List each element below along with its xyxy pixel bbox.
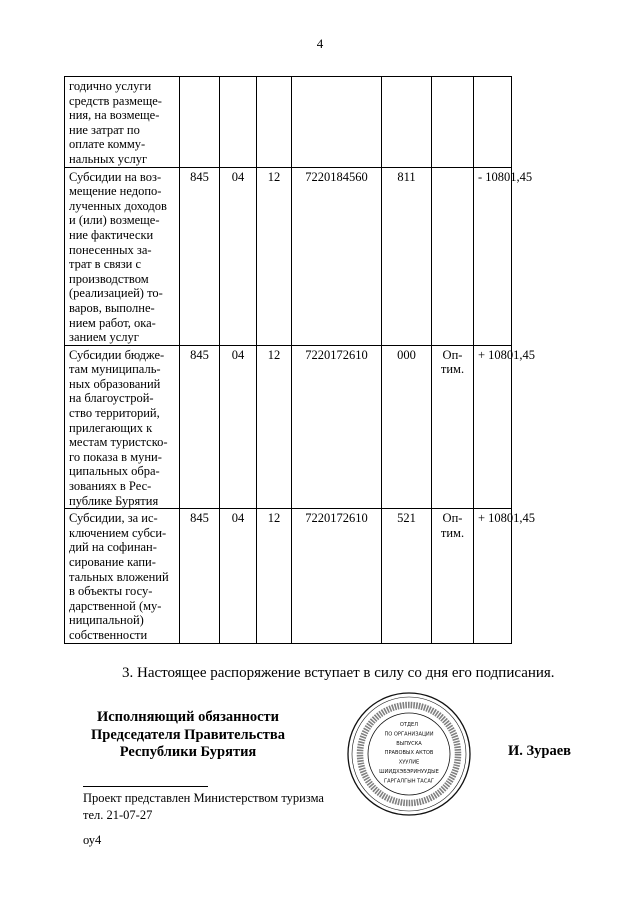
signatory-line: Председателя Правительства <box>91 726 285 743</box>
cell-ministry: 845 <box>180 167 220 345</box>
description-line: прилегающих к <box>69 420 153 435</box>
description-line: ключением субси- <box>69 525 167 540</box>
cell-subsection <box>257 77 292 168</box>
description-line: (реализацией) то- <box>69 286 163 301</box>
cell-type <box>382 77 432 168</box>
official-seal <box>345 690 473 818</box>
cell-extra: Оп- тим. <box>432 509 474 643</box>
cell-ministry: 845 <box>180 509 220 643</box>
table-row <box>65 509 595 643</box>
description-line: варов, выполне- <box>69 300 155 315</box>
cell-amount <box>474 77 512 168</box>
description-line: на благоустрой- <box>69 391 154 406</box>
description-line: ния, на возмеще- <box>69 108 160 123</box>
description-line: нием работ, ока- <box>69 315 156 330</box>
description-line: местам туристско- <box>69 435 168 450</box>
seal-text-line: ПО ОРГАНИЗАЦИИ <box>384 731 434 738</box>
description-line: ниципальной) <box>69 613 144 628</box>
cell-target: 7220172610 <box>292 509 382 643</box>
table-row <box>65 167 595 345</box>
cell-subsection: 12 <box>257 167 292 345</box>
signatory-position <box>83 709 293 762</box>
description-line: в объекты госу- <box>69 584 153 599</box>
cell-section: 04 <box>220 509 257 643</box>
cell-extra: Оп- тим. <box>432 345 474 509</box>
description-line: дий на софинан- <box>69 540 157 555</box>
cell-section: 04 <box>220 167 257 345</box>
description-line: лученных доходов <box>69 198 167 213</box>
seal-text-line: ГАРГАЛГЫН ТАСАГ <box>384 778 434 785</box>
description-line: тальных вложений <box>69 569 169 584</box>
row-description <box>65 509 180 643</box>
seal-text-line: ПРАВОВЫХ АКТОВ <box>384 750 434 757</box>
description-line: мещение недопо- <box>69 184 162 199</box>
description-line: понесенных за- <box>69 242 152 257</box>
cell-ministry: 845 <box>180 345 220 509</box>
cell-type: 000 <box>382 345 432 509</box>
description-line: производством <box>69 271 149 286</box>
description-line: нальных услуг <box>69 151 148 166</box>
row-description <box>65 167 180 345</box>
table-row <box>65 77 595 168</box>
cell-target: 7220184560 <box>292 167 382 345</box>
contact-phone: тел. 21-07-27 <box>83 808 153 822</box>
description-line: трат в связи с <box>69 257 142 272</box>
row-description <box>65 77 180 168</box>
seal-text-line: ШИИДХЭБЭРИНУУДЫЕ <box>379 769 439 775</box>
description-line: Субсидии бюдже- <box>69 347 165 362</box>
cell-subsection: 12 <box>257 345 292 509</box>
description-line: годично услуги <box>69 79 152 93</box>
cell-type: 811 <box>382 167 432 345</box>
description-line: дарственной (му- <box>69 598 162 613</box>
seal-text-line: ХУУЛИЕ <box>398 759 420 766</box>
description-line: го показа в муни- <box>69 449 162 464</box>
cell-target <box>292 77 382 168</box>
description-line: собственности <box>69 627 148 642</box>
cell-type: 521 <box>382 509 432 643</box>
description-line: сирование капи- <box>69 555 156 569</box>
budget-table <box>64 76 595 644</box>
page-number: 4 <box>316 36 324 51</box>
cell-extra <box>432 77 474 168</box>
cell-subsection: 12 <box>257 509 292 643</box>
cell-ministry <box>180 77 220 168</box>
effective-clause: 3. Настоящее распоряжение вступает в силу со дня его подписания. <box>122 665 555 681</box>
row-description <box>65 345 180 509</box>
description-line: средств размеще- <box>69 93 162 108</box>
footer-divider <box>83 786 208 787</box>
description-line: оплате комму- <box>69 137 146 152</box>
description-line: ние затрат по <box>69 122 140 137</box>
description-line: Субсидии на воз- <box>69 169 162 184</box>
description-line: Субсидии, за ис- <box>69 511 158 526</box>
seal-text-line: ВЫПУСКА <box>396 740 422 747</box>
signatory-line: Республики Бурятия <box>119 744 257 760</box>
cell-section: 04 <box>220 345 257 509</box>
description-line: и (или) возмеще- <box>69 213 160 228</box>
description-line: занием услуг <box>69 330 139 345</box>
table-row <box>65 345 595 509</box>
description-line: ципальных обра- <box>69 464 160 479</box>
description-line: ние фактически <box>69 227 154 242</box>
description-line: ных образований <box>69 376 161 391</box>
cell-extra <box>432 167 474 345</box>
description-line: ство территорий, <box>69 406 160 421</box>
signer-name: И. Зураев <box>508 743 572 759</box>
cell-section <box>220 77 257 168</box>
document-code: оу4 <box>83 833 102 847</box>
description-line: там муниципаль- <box>69 362 161 377</box>
description-line: зованиях в Рес- <box>69 479 152 494</box>
cell-amount: + 10801,45 <box>474 509 512 643</box>
seal-text-line: ОТДЕЛ <box>399 722 419 728</box>
cell-amount: + 10801,45 <box>474 345 512 509</box>
project-note: Проект представлен Министерством туризма <box>83 791 324 805</box>
description-line: публике Бурятия <box>69 493 159 508</box>
signatory-line: Исполняющий обязанности <box>96 709 280 725</box>
cell-target: 7220172610 <box>292 345 382 509</box>
cell-amount: - 10801,45 <box>474 167 512 345</box>
